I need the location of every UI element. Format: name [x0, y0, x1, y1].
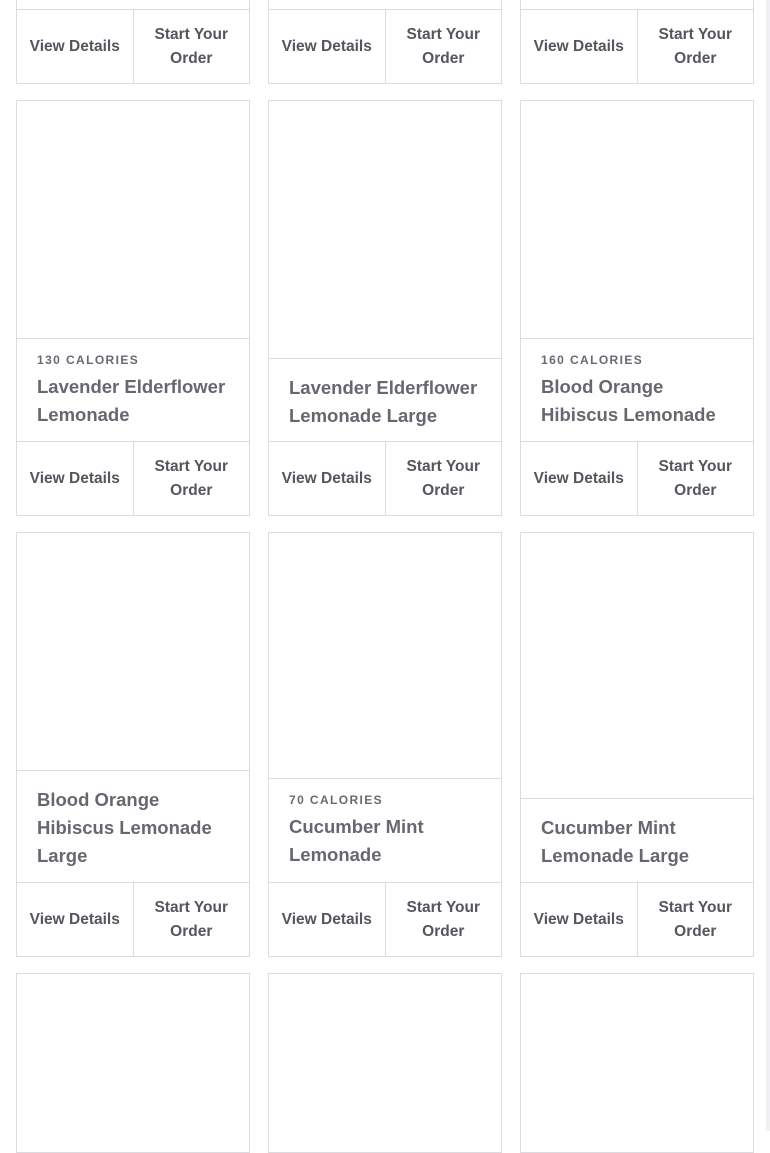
view-details-button[interactable]: View Details	[521, 883, 638, 956]
product-name[interactable]: Blood Orange Hibiscus Lemonade	[541, 376, 716, 425]
product-info	[289, 793, 489, 869]
product-image[interactable]	[269, 533, 501, 779]
product-info	[541, 353, 741, 429]
product-info	[541, 814, 741, 870]
product-card	[16, 100, 250, 516]
view-details-button[interactable]: View Details	[521, 442, 638, 515]
start-order-button[interactable]: Start Your Order	[658, 25, 732, 67]
product-image[interactable]	[17, 974, 249, 1152]
product-card	[16, 0, 250, 84]
product-card	[268, 100, 502, 516]
product-image[interactable]	[521, 974, 753, 1152]
calories-label: 130 CALORIES	[37, 353, 140, 367]
product-card	[16, 532, 250, 957]
product-name[interactable]: Cucumber Mint Lemonade	[289, 816, 424, 865]
product-info	[37, 786, 237, 870]
start-order-button[interactable]: Start Your Order	[406, 457, 480, 499]
start-order-button[interactable]: Start Your Order	[658, 457, 732, 499]
start-order-button[interactable]: Start Your Order	[658, 898, 732, 940]
product-name[interactable]: Lavender Elderflower Lemonade Large	[289, 377, 478, 426]
product-card	[268, 532, 502, 957]
product-image[interactable]	[521, 533, 753, 799]
card-actions	[269, 882, 501, 956]
product-image[interactable]	[521, 101, 753, 339]
start-order-button[interactable]: Start Your Order	[154, 457, 228, 499]
product-card	[16, 973, 250, 1153]
start-order-button[interactable]: Start Your Order	[154, 25, 228, 67]
product-image[interactable]	[269, 101, 501, 359]
view-details-button[interactable]: View Details	[17, 442, 134, 515]
view-details-button[interactable]: View Details	[17, 10, 134, 83]
start-order-button[interactable]: Start Your Order	[406, 25, 480, 67]
product-info	[289, 374, 489, 430]
card-actions	[269, 9, 501, 83]
view-details-button[interactable]: View Details	[17, 883, 134, 956]
product-card	[268, 973, 502, 1153]
product-image[interactable]	[17, 101, 249, 339]
view-details-button[interactable]: View Details	[269, 883, 386, 956]
product-card	[268, 0, 502, 84]
card-actions	[17, 441, 249, 515]
calories-label: 70 CALORIES	[289, 793, 384, 807]
product-info	[37, 353, 237, 429]
card-actions	[17, 882, 249, 956]
product-image[interactable]	[17, 533, 249, 771]
product-name[interactable]: Lavender Elderflower Lemonade	[37, 376, 226, 425]
card-actions	[269, 441, 501, 515]
card-actions	[521, 9, 753, 83]
view-details-button[interactable]: View Details	[269, 442, 386, 515]
start-order-button[interactable]: Start Your Order	[154, 898, 228, 940]
card-actions	[521, 441, 753, 515]
view-details-button[interactable]: View Details	[269, 10, 386, 83]
calories-label: 160 CALORIES	[541, 353, 644, 367]
view-details-button[interactable]: View Details	[521, 10, 638, 83]
product-card	[520, 973, 754, 1153]
product-card	[520, 532, 754, 957]
product-image[interactable]	[269, 974, 501, 1152]
page-scrollbar[interactable]	[766, 0, 770, 1131]
product-name[interactable]: Cucumber Mint Lemonade Large	[541, 817, 690, 866]
card-actions	[521, 882, 753, 956]
start-order-button[interactable]: Start Your Order	[406, 898, 480, 940]
card-actions	[17, 9, 249, 83]
product-card	[520, 0, 754, 84]
product-card	[520, 100, 754, 516]
product-name[interactable]: Blood Orange Hibiscus Lemonade Large	[37, 789, 212, 866]
